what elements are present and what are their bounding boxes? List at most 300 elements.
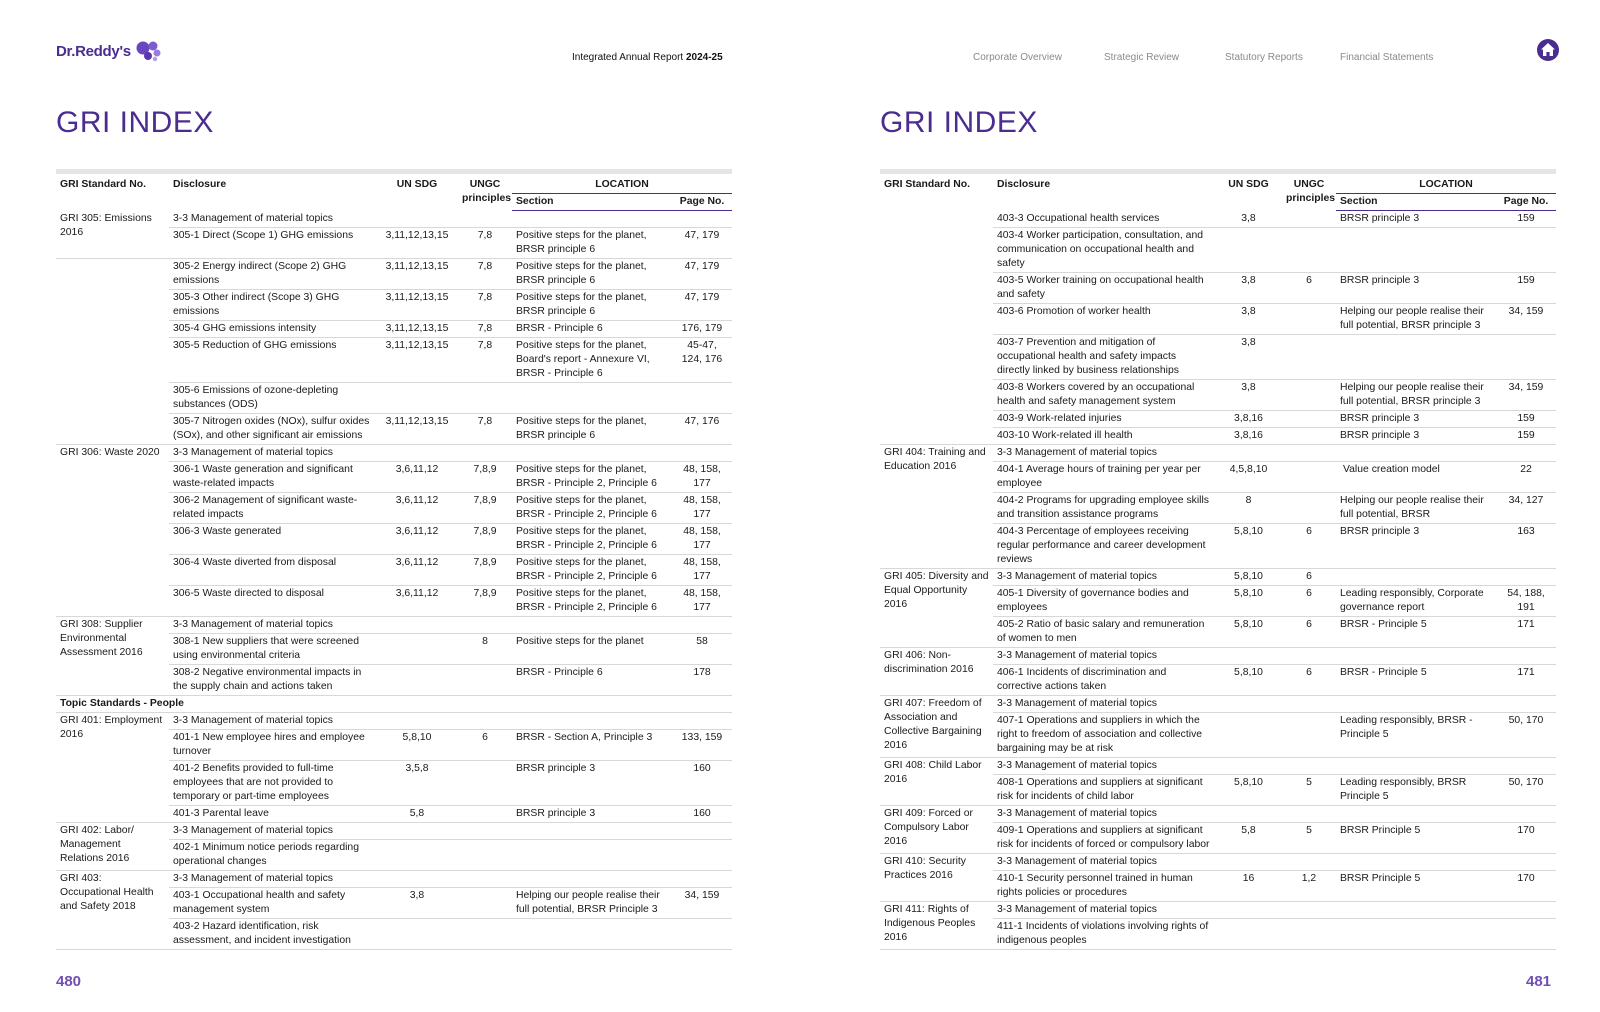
page-number-left: 480	[56, 973, 82, 990]
disclosure-cell: 306-1 Waste generation and significant waste-related impacts	[169, 461, 376, 492]
disclosure-cell: 305-5 Reduction of GHG emissions	[169, 337, 376, 382]
page-number-cell: 47, 179	[672, 258, 732, 289]
location-section-cell: BRSR principle 3	[1336, 273, 1496, 304]
disclosure-cell: 305-4 GHG emissions intensity	[169, 320, 376, 337]
disclosure-cell: 308-2 Negative environmental impacts in the supply chain and actions taken	[169, 664, 376, 695]
disclosure-cell: 3-3 Management of material topics	[993, 648, 1215, 665]
disclosure-cell: 305-1 Direct (Scope 1) GHG emissions	[169, 227, 376, 258]
location-section-cell: BRSR - Principle 5	[1336, 617, 1496, 648]
page-number-cell: 54, 188, 191	[1496, 586, 1556, 617]
gri-standard-cell: GRI 404: Training and Education 2016	[880, 445, 993, 569]
un-sdg-cell	[1215, 713, 1282, 758]
page-number-cell	[672, 382, 732, 413]
ungc-cell: 8	[458, 633, 512, 664]
page-number-cell: 48, 158, 177	[672, 523, 732, 554]
un-sdg-cell	[376, 382, 458, 413]
disclosure-cell: 403-1 Occupational health and safety management system	[169, 887, 376, 918]
location-section-cell: BRSR principle 3	[512, 805, 672, 822]
location-section-cell: Positive steps for the planet, BRSR - Principle 2, Principle 6	[512, 492, 672, 523]
table-body-left	[56, 211, 732, 950]
un-sdg-cell: 3,8	[1215, 335, 1282, 380]
page-number-cell: 170	[1496, 823, 1556, 854]
disclosure-cell: 3-3 Management of material topics	[993, 758, 1215, 775]
ungc-cell	[458, 382, 512, 413]
location-section-cell: Positive steps for the planet	[512, 633, 672, 664]
gri-standard-cell: GRI 410: Security Practices 2016	[880, 854, 993, 902]
disclosure-cell: 405-2 Ratio of basic salary and remuneration of women to men	[993, 617, 1215, 648]
page-number-cell	[672, 870, 732, 887]
un-sdg-cell	[376, 211, 458, 228]
ungc-cell	[1282, 493, 1336, 524]
table-row	[880, 696, 1556, 713]
page-number-cell: 45-47, 124, 176	[672, 337, 732, 382]
page-number-cell: 34, 159	[1496, 304, 1556, 335]
disclosure-cell: 3-3 Management of material topics	[169, 870, 376, 887]
un-sdg-cell: 3,11,12,13,15	[376, 258, 458, 289]
page-title-left: GRI INDEX	[56, 106, 214, 139]
ungc-cell: 7,8	[458, 337, 512, 382]
location-section-cell: Positive steps for the planet, BRSR principle 6	[512, 227, 672, 258]
ungc-cell	[458, 712, 512, 729]
col-header-gri: GRI Standard No.	[880, 172, 993, 211]
page-number-cell: 170	[1496, 871, 1556, 902]
un-sdg-cell	[376, 870, 458, 887]
un-sdg-cell	[376, 664, 458, 695]
location-section-cell: Leading responsibly, BRSR Principle 5	[1336, 775, 1496, 806]
ungc-cell: 5	[1282, 823, 1336, 854]
un-sdg-cell	[376, 822, 458, 839]
un-sdg-cell: 5,8,10	[1215, 617, 1282, 648]
location-section-cell: Positive steps for the planet, BRSR - Principle 2, Principle 6	[512, 523, 672, 554]
gri-standard-cell: GRI 401: Employment 2016	[56, 712, 169, 822]
ungc-cell	[458, 616, 512, 633]
page-number-cell	[672, 616, 732, 633]
ungc-cell	[458, 870, 512, 887]
location-section-cell: BRSR Principle 5	[1336, 871, 1496, 902]
gri-standard-cell	[56, 258, 169, 444]
disclosure-cell: 409-1 Operations and suppliers at significant risk for incidents of forced or compulsory labor	[993, 823, 1215, 854]
ungc-cell: 6	[1282, 273, 1336, 304]
location-section-cell	[1336, 806, 1496, 823]
ungc-cell	[1282, 445, 1336, 462]
nav-corporate-overview[interactable]: Corporate Overview	[973, 52, 1062, 63]
gri-standard-cell	[880, 211, 993, 445]
col-header-unsdg: UN SDG	[1215, 172, 1282, 211]
un-sdg-cell	[376, 712, 458, 729]
un-sdg-cell	[1215, 228, 1282, 273]
disclosure-cell: 404-2 Programs for upgrading employee skills and transition assistance programs	[993, 493, 1215, 524]
ungc-cell	[1282, 758, 1336, 775]
un-sdg-cell: 3,5,8	[376, 760, 458, 805]
location-section-cell: Value creation model	[1336, 462, 1496, 493]
un-sdg-cell: 3,6,11,12	[376, 523, 458, 554]
ungc-cell: 7,8	[458, 413, 512, 444]
col-header-page: Page No.	[672, 194, 732, 211]
un-sdg-cell: 5,8,10	[1215, 665, 1282, 696]
disclosure-cell: 407-1 Operations and suppliers in which the right to freedom of association and collective bargaining may be at risk	[993, 713, 1215, 758]
un-sdg-cell: 3,8	[1215, 380, 1282, 411]
disclosure-cell: 3-3 Management of material topics	[993, 902, 1215, 919]
ungc-cell	[458, 444, 512, 461]
disclosure-cell: 305-7 Nitrogen oxides (NOx), sulfur oxides (SOx), and other significant air emissions	[169, 413, 376, 444]
un-sdg-cell: 3,11,12,13,15	[376, 289, 458, 320]
gri-standard-cell: GRI 405: Diversity and Equal Opportunity 2016	[880, 569, 993, 648]
ungc-cell: 7,8	[458, 258, 512, 289]
gri-standard-cell: GRI 406: Non-discrimination 2016	[880, 648, 993, 696]
location-section-cell: Helping our people realise their full potential, BRSR principle 3	[1336, 304, 1496, 335]
table-row	[56, 822, 732, 839]
page-number-cell: 22	[1496, 462, 1556, 493]
disclosure-cell: 403-10 Work-related ill health	[993, 428, 1215, 445]
disclosure-cell: 306-2 Management of significant waste-related impacts	[169, 492, 376, 523]
un-sdg-cell: 5,8,10	[376, 729, 458, 760]
ungc-cell: 7,8,9	[458, 461, 512, 492]
page-number-cell	[1496, 335, 1556, 380]
page-title-right: GRI INDEX	[880, 106, 1038, 139]
page-number-cell: 159	[1496, 211, 1556, 228]
table-row	[880, 758, 1556, 775]
location-section-cell	[1336, 919, 1496, 950]
ungc-cell	[1282, 228, 1336, 273]
location-section-cell: BRSR principle 3	[1336, 411, 1496, 428]
ungc-cell	[1282, 335, 1336, 380]
disclosure-cell: 3-3 Management of material topics	[169, 616, 376, 633]
page-number-cell: 48, 158, 177	[672, 492, 732, 523]
disclosure-cell: 3-3 Management of material topics	[993, 445, 1215, 462]
un-sdg-cell	[376, 839, 458, 870]
un-sdg-cell	[376, 444, 458, 461]
gri-standard-cell: GRI 407: Freedom of Association and Collective Bargaining 2016	[880, 696, 993, 758]
disclosure-cell: 401-1 New employee hires and employee turnover	[169, 729, 376, 760]
col-header-page: Page No.	[1496, 194, 1556, 211]
un-sdg-cell	[376, 616, 458, 633]
page-number-cell: 160	[672, 805, 732, 822]
table-row	[56, 870, 732, 887]
location-section-cell	[1336, 335, 1496, 380]
location-section-cell	[1336, 569, 1496, 586]
page-number-right: 481	[1526, 973, 1552, 990]
table-row	[56, 211, 732, 228]
disclosure-cell: 410-1 Security personnel trained in human rights policies or procedures	[993, 871, 1215, 902]
un-sdg-cell	[376, 633, 458, 664]
location-section-cell: Positive steps for the planet, BRSR principle 6	[512, 413, 672, 444]
disclosure-cell: 403-6 Promotion of worker health	[993, 304, 1215, 335]
table-row	[880, 854, 1556, 871]
nav-financial-statements[interactable]: Financial Statements	[1340, 52, 1434, 63]
un-sdg-cell: 3,11,12,13,15	[376, 227, 458, 258]
un-sdg-cell: 3,11,12,13,15	[376, 337, 458, 382]
nav-strategic-review[interactable]: Strategic Review	[1104, 52, 1180, 63]
disclosure-cell: 403-9 Work-related injuries	[993, 411, 1215, 428]
location-section-cell: Helping our people realise their full potential, BRSR principle 3	[1336, 380, 1496, 411]
ungc-cell: 7,8	[458, 320, 512, 337]
location-section-cell	[512, 211, 672, 228]
disclosure-cell: 401-3 Parental leave	[169, 805, 376, 822]
disclosure-cell: 411-1 Incidents of violations involving rights of indigenous peoples	[993, 919, 1215, 950]
disclosure-cell: 3-3 Management of material topics	[993, 854, 1215, 871]
ungc-cell: 7,8,9	[458, 554, 512, 585]
un-sdg-cell: 3,8,16	[1215, 411, 1282, 428]
table-row	[56, 258, 732, 289]
location-section-cell: Leading responsibly, Corporate governance report	[1336, 586, 1496, 617]
un-sdg-cell: 3,11,12,13,15	[376, 413, 458, 444]
page-number-cell: 159	[1496, 428, 1556, 445]
table-body-right	[880, 211, 1556, 950]
location-section-cell	[512, 839, 672, 870]
ungc-cell: 7,8,9	[458, 492, 512, 523]
disclosure-cell: 308-1 New suppliers that were screened using environmental criteria	[169, 633, 376, 664]
disclosure-cell: 306-5 Waste directed to disposal	[169, 585, 376, 616]
un-sdg-cell: 3,6,11,12	[376, 492, 458, 523]
page-number-cell: 159	[1496, 273, 1556, 304]
location-section-cell	[512, 712, 672, 729]
un-sdg-cell	[1215, 919, 1282, 950]
gri-standard-cell: GRI 402: Labor/ Management Relations 2016	[56, 822, 169, 870]
disclosure-cell: 402-1 Minimum notice periods regarding operational changes	[169, 839, 376, 870]
gri-standard-cell: GRI 408: Child Labor 2016	[880, 758, 993, 806]
disclosure-cell: 306-3 Waste generated	[169, 523, 376, 554]
page-number-cell: 47, 179	[672, 289, 732, 320]
location-section-cell: Positive steps for the planet, BRSR - Principle 2, Principle 6	[512, 585, 672, 616]
page-number-cell: 133, 159	[672, 729, 732, 760]
location-section-cell: BRSR - Section A, Principle 3	[512, 729, 672, 760]
location-section-cell: BRSR - Principle 6	[512, 664, 672, 695]
col-header-ungc: UNGC principles	[458, 172, 512, 211]
un-sdg-cell: 3,6,11,12	[376, 585, 458, 616]
page-number-cell	[1496, 569, 1556, 586]
ungc-cell: 6	[1282, 665, 1336, 696]
disclosure-cell: 305-6 Emissions of ozone-depleting substances (ODS)	[169, 382, 376, 413]
section-row	[56, 695, 732, 712]
ungc-cell	[1282, 462, 1336, 493]
ungc-cell	[1282, 806, 1336, 823]
col-header-section: Section	[512, 194, 672, 211]
un-sdg-cell: 5,8,10	[1215, 775, 1282, 806]
gri-table-right	[880, 169, 1556, 950]
location-section-cell: BRSR - Principle 5	[1336, 665, 1496, 696]
ungc-cell: 7,8,9	[458, 585, 512, 616]
location-section-cell	[1336, 696, 1496, 713]
report-year: 2024-25	[685, 52, 723, 63]
table-row	[56, 444, 732, 461]
location-section-cell	[512, 382, 672, 413]
location-section-cell: Helping our people realise their full potential, BRSR	[1336, 493, 1496, 524]
col-header-gri: GRI Standard No.	[56, 172, 169, 211]
table-row	[880, 211, 1556, 228]
page-number-cell: 47, 176	[672, 413, 732, 444]
un-sdg-cell: 3,11,12,13,15	[376, 320, 458, 337]
disclosure-cell: 405-1 Diversity of governance bodies and employees	[993, 586, 1215, 617]
gri-standard-cell: GRI 409: Forced or Compulsory Labor 2016	[880, 806, 993, 854]
un-sdg-cell: 3,6,11,12	[376, 554, 458, 585]
ungc-cell: 6	[458, 729, 512, 760]
un-sdg-cell	[1215, 854, 1282, 871]
page-number-cell: 48, 158, 177	[672, 554, 732, 585]
gri-standard-cell: GRI 305: Emissions 2016	[56, 211, 169, 259]
brand-logo	[56, 40, 161, 62]
gri-standard-cell: GRI 308: Supplier Environmental Assessment 2016	[56, 616, 169, 695]
un-sdg-cell	[1215, 445, 1282, 462]
un-sdg-cell: 3,6,11,12	[376, 461, 458, 492]
un-sdg-cell: 3,8	[1215, 304, 1282, 335]
page-number-cell	[672, 839, 732, 870]
un-sdg-cell	[1215, 902, 1282, 919]
page-number-cell	[1496, 758, 1556, 775]
un-sdg-cell: 3,8	[376, 887, 458, 918]
ungc-cell: 7,8	[458, 289, 512, 320]
col-header-unsdg: UN SDG	[376, 172, 458, 211]
gri-standard-cell: GRI 306: Waste 2020	[56, 444, 169, 616]
disclosure-cell: 408-1 Operations and suppliers at significant risk for incidents of child labor	[993, 775, 1215, 806]
disclosure-cell: 3-3 Management of material topics	[169, 712, 376, 729]
gri-standard-cell: GRI 411: Rights of Indigenous Peoples 2016	[880, 902, 993, 950]
location-section-cell: Helping our people realise their full potential, BRSR Principle 3	[512, 887, 672, 918]
location-section-cell: Positive steps for the planet, Board's report - Annexure VI, BRSR - Principle 6	[512, 337, 672, 382]
location-section-cell: BRSR - Principle 6	[512, 320, 672, 337]
page-number-cell: 34, 127	[1496, 493, 1556, 524]
page-number-cell: 178	[672, 664, 732, 695]
ungc-cell	[458, 760, 512, 805]
report-title: Integrated Annual Report 2024-25	[572, 52, 723, 63]
page-number-cell: 171	[1496, 617, 1556, 648]
disclosure-cell: 3-3 Management of material topics	[169, 444, 376, 461]
col-header-section: Section	[1336, 194, 1496, 211]
disclosure-cell: 3-3 Management of material topics	[993, 696, 1215, 713]
location-section-cell: Positive steps for the planet, BRSR principle 6	[512, 289, 672, 320]
un-sdg-cell	[1215, 806, 1282, 823]
location-section-cell	[1336, 445, 1496, 462]
un-sdg-cell: 3,8	[1215, 211, 1282, 228]
location-section-cell	[512, 444, 672, 461]
table-row	[56, 616, 732, 633]
un-sdg-cell	[376, 918, 458, 949]
table-row	[880, 648, 1556, 665]
un-sdg-cell: 5,8	[376, 805, 458, 822]
table-row	[880, 806, 1556, 823]
page-number-cell: 50, 170	[1496, 713, 1556, 758]
page-number-cell: 171	[1496, 665, 1556, 696]
ungc-cell	[458, 839, 512, 870]
page-number-cell	[1496, 228, 1556, 273]
un-sdg-cell: 5,8,10	[1215, 569, 1282, 586]
location-section-cell	[512, 822, 672, 839]
ungc-cell: 7,8	[458, 227, 512, 258]
location-section-cell: BRSR principle 3	[512, 760, 672, 805]
location-section-cell: BRSR principle 3	[1336, 211, 1496, 228]
ungc-cell	[1282, 902, 1336, 919]
location-section-cell: BRSR principle 3	[1336, 428, 1496, 445]
ungc-cell	[1282, 919, 1336, 950]
ungc-cell	[458, 664, 512, 695]
page-number-cell	[1496, 445, 1556, 462]
table-row	[880, 569, 1556, 586]
ungc-cell: 5	[1282, 775, 1336, 806]
location-section-cell	[512, 616, 672, 633]
table-row	[880, 445, 1556, 462]
home-icon[interactable]	[1536, 38, 1560, 62]
disclosure-cell: 403-3 Occupational health services	[993, 211, 1215, 228]
page-number-cell: 58	[672, 633, 732, 664]
location-section-cell: BRSR Principle 5	[1336, 823, 1496, 854]
ungc-cell	[458, 805, 512, 822]
page-number-cell	[672, 211, 732, 228]
location-section-cell: BRSR principle 3	[1336, 524, 1496, 569]
disclosure-cell: 403-5 Worker training on occupational health and safety	[993, 273, 1215, 304]
page-number-cell: 159	[1496, 411, 1556, 428]
disclosure-cell: 403-8 Workers covered by an occupational health and safety management system	[993, 380, 1215, 411]
un-sdg-cell	[1215, 648, 1282, 665]
col-header-location: LOCATION	[1336, 172, 1556, 194]
page-number-cell	[1496, 648, 1556, 665]
page-number-cell: 47, 179	[672, 227, 732, 258]
disclosure-cell: 3-3 Management of material topics	[993, 569, 1215, 586]
un-sdg-cell: 5,8,10	[1215, 524, 1282, 569]
logo-dots-icon	[135, 40, 161, 62]
disclosure-cell: 404-1 Average hours of training per year per employee	[993, 462, 1215, 493]
location-section-cell: Positive steps for the planet, BRSR principle 6	[512, 258, 672, 289]
disclosure-cell: 403-7 Prevention and mitigation of occupational health and safety impacts directly linked by business relationships	[993, 335, 1215, 380]
un-sdg-cell: 16	[1215, 871, 1282, 902]
page-number-cell: 48, 158, 177	[672, 585, 732, 616]
un-sdg-cell: 4,5,8,10	[1215, 462, 1282, 493]
ungc-cell	[458, 918, 512, 949]
col-header-disclosure: Disclosure	[993, 172, 1215, 211]
location-section-cell	[1336, 902, 1496, 919]
ungc-cell	[1282, 696, 1336, 713]
logo-text: Dr.Reddy's	[56, 42, 131, 60]
disclosure-cell: 3-3 Management of material topics	[169, 211, 376, 228]
page-number-cell	[1496, 696, 1556, 713]
un-sdg-cell: 5,8	[1215, 823, 1282, 854]
ungc-cell: 1,2	[1282, 871, 1336, 902]
page-number-cell: 48, 158, 177	[672, 461, 732, 492]
disclosure-cell: 403-2 Hazard identification, risk assessment, and incident investigation	[169, 918, 376, 949]
disclosure-cell: 404-3 Percentage of employees receiving regular performance and career development reviews	[993, 524, 1215, 569]
ungc-cell: 6	[1282, 524, 1336, 569]
page-number-cell	[672, 918, 732, 949]
page-number-cell: 176, 179	[672, 320, 732, 337]
ungc-cell	[1282, 428, 1336, 445]
table-row	[880, 902, 1556, 919]
un-sdg-cell: 3,8	[1215, 273, 1282, 304]
ungc-cell	[1282, 304, 1336, 335]
ungc-cell	[1282, 713, 1336, 758]
disclosure-cell: 406-1 Incidents of discrimination and corrective actions taken	[993, 665, 1215, 696]
page-number-cell: 160	[672, 760, 732, 805]
nav-statutory-reports[interactable]: Statutory Reports	[1225, 52, 1303, 63]
location-section-cell	[512, 870, 672, 887]
table-row	[56, 712, 732, 729]
location-section-cell	[1336, 758, 1496, 775]
disclosure-cell: 305-2 Energy indirect (Scope 2) GHG emissions	[169, 258, 376, 289]
location-section-cell	[1336, 228, 1496, 273]
col-header-ungc: UNGC principles	[1282, 172, 1336, 211]
ungc-cell	[1282, 411, 1336, 428]
page-number-cell	[672, 822, 732, 839]
section-label: Topic Standards - People	[56, 695, 732, 712]
disclosure-cell: 305-3 Other indirect (Scope 3) GHG emissions	[169, 289, 376, 320]
page-number-cell: 34, 159	[672, 887, 732, 918]
page-number-cell	[672, 444, 732, 461]
location-section-cell	[1336, 648, 1496, 665]
col-header-disclosure: Disclosure	[169, 172, 376, 211]
location-section-cell: Positive steps for the planet, BRSR - Principle 2, Principle 6	[512, 554, 672, 585]
page-number-cell: 50, 170	[1496, 775, 1556, 806]
page-number-cell	[672, 712, 732, 729]
ungc-cell	[1282, 854, 1336, 871]
ungc-cell	[1282, 380, 1336, 411]
un-sdg-cell: 3,8,16	[1215, 428, 1282, 445]
